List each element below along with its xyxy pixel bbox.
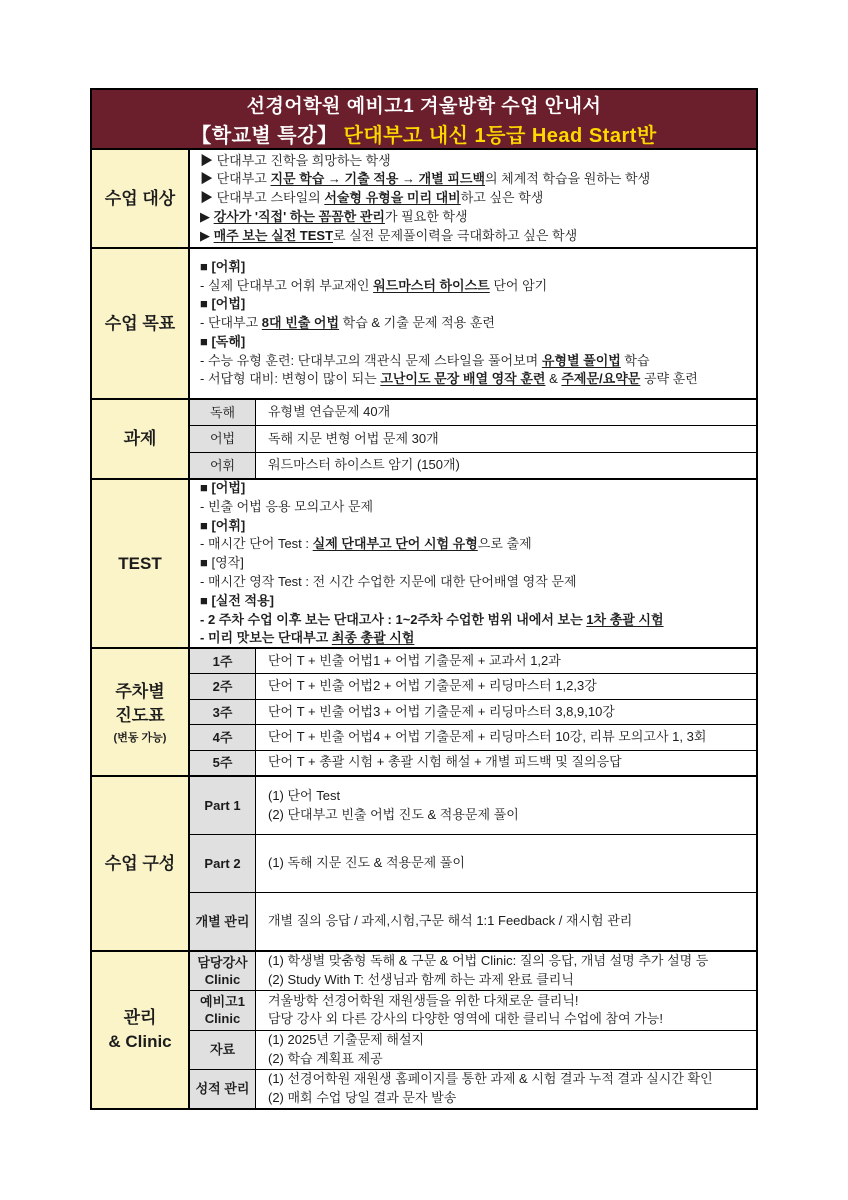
section-body (190, 249, 756, 398)
text-line (200, 517, 746, 536)
text-segment: 단어 T + 빈출 어법2 + 어법 기출문제 + 리딩마스터 1,2,3강 (268, 678, 597, 694)
subtitle-prefix: 【학교별 특강】 (191, 124, 344, 147)
text-line (210, 404, 235, 421)
text-line (268, 1010, 744, 1029)
text-line (210, 1041, 235, 1058)
text-segment: (1) 단어 Test (268, 787, 341, 803)
table-row (190, 400, 756, 425)
text-line (213, 653, 233, 670)
section-content (190, 249, 756, 398)
text-line (268, 456, 744, 475)
row-header (190, 893, 256, 950)
text-line (213, 704, 233, 721)
row-content (256, 777, 756, 834)
table-row (190, 649, 756, 673)
text-segment: Part 2 (204, 856, 241, 871)
text-line (213, 678, 233, 695)
row-header (190, 426, 256, 451)
text-line (200, 611, 746, 630)
row-header (190, 991, 256, 1029)
table-row (190, 425, 756, 451)
text-line (268, 703, 744, 722)
section-homework (92, 398, 756, 478)
text-segment: 실제 단대부고 단어 시험 유형 (312, 536, 478, 552)
text-line (268, 753, 744, 772)
table-row (190, 892, 756, 950)
text-segment: 5주 (212, 755, 233, 771)
row-header (190, 674, 256, 698)
text-segment: (2) 학습 계획표 제공 (268, 1050, 383, 1066)
text-line (200, 314, 746, 333)
text-segment: 담당 강사 외 다른 강사의 다양한 영역에 대한 클리닉 수업에 참여 가능! (268, 1011, 663, 1027)
text-segment: 최종 총괄 시험 (331, 630, 415, 646)
text-line (200, 277, 746, 296)
text-line (200, 208, 746, 227)
text-segment: [영작] (211, 555, 244, 571)
row-content (256, 1070, 756, 1108)
row-content (256, 453, 756, 478)
row-content (256, 991, 756, 1029)
text-segment: 의 체계적 학습을 원하는 학생 (485, 171, 651, 187)
text-segment: 4주 (212, 729, 233, 745)
section-clinic (92, 950, 756, 1108)
row-content (256, 893, 756, 950)
section-body (190, 150, 756, 247)
text-segment: ▶ 단대부고 스타일의 (200, 190, 325, 206)
course-guide-table (90, 88, 758, 1110)
section-label-clinic (92, 952, 190, 1108)
table-row (190, 452, 756, 478)
label-text: TEST (118, 553, 162, 573)
text-segment: (1) 선경어학원 재원생 홈페이지를 통한 과제 & 시험 결과 누적 결과 실시간 확인 (268, 1071, 713, 1087)
label-text: 수업 구성 (104, 853, 176, 873)
table-row (190, 990, 756, 1029)
table-row (190, 777, 756, 834)
label-text: 수업 목표 (104, 313, 176, 333)
text-line (268, 971, 744, 990)
text-segment: (2) Study With T: 선생님과 함께 하는 과제 완료 클리닉 (268, 972, 574, 988)
text-segment: 겨울방학 선경어학원 재원생들을 위한 다채로운 클리닉! (268, 992, 579, 1008)
text-segment: 단어 T + 빈출 어법3 + 어법 기출문제 + 리딩마스터 3,8,9,10강 (268, 703, 615, 719)
text-segment: 강사가 '직접' 하는 꼼꼼한 관리 (213, 208, 385, 224)
section-content (190, 480, 756, 647)
text-segment: 워드마스터 하이스트 암기 (150개) (268, 456, 460, 472)
row-content (256, 700, 756, 724)
text-segment: 공략 훈련 (640, 371, 698, 387)
text-segment: 워드마스터 하이스트 (373, 277, 490, 293)
row-content (256, 952, 756, 990)
label-text: 주차별 (115, 681, 165, 701)
section-label-weekly (92, 649, 190, 775)
text-segment: Clinic (204, 1011, 241, 1027)
row-content (256, 725, 756, 749)
text-line (210, 457, 235, 474)
text-segment: 으로 출제 (477, 536, 532, 552)
text-line (200, 498, 746, 517)
text-segment: Clinic (204, 972, 241, 988)
section-target (92, 148, 756, 247)
label-text: 과제 (123, 429, 157, 448)
text-segment: - 2 주차 수업 이후 보는 단대고사 : 1~2주차 수업한 범위 내에서 보는 (200, 611, 587, 627)
text-segment: 8대 빈출 어법 (261, 315, 340, 331)
table-row (190, 750, 756, 775)
section-body (190, 777, 756, 950)
text-segment: ■ [어법] (200, 480, 246, 495)
text-line (268, 992, 744, 1011)
text-segment: - 수능 유형 훈련: 단대부고의 객관식 문제 스타일을 풀어보며 (200, 352, 542, 368)
row-content (256, 674, 756, 698)
text-line (200, 333, 746, 352)
text-segment: - 빈출 어법 응용 모의고사 문제 (200, 498, 374, 514)
row-content (256, 426, 756, 451)
text-segment: 성적 관리 (195, 1081, 250, 1097)
row-header (190, 700, 256, 724)
row-content (256, 649, 756, 673)
text-segment: (1) 독해 지문 진도 & 적용문제 풀이 (268, 855, 465, 871)
section-goal (92, 247, 756, 398)
text-line (200, 189, 746, 208)
text-segment: 독해 지문 변형 어법 문제 30개 (268, 430, 439, 446)
section-composition (92, 775, 756, 950)
text-line (268, 403, 744, 422)
row-header (190, 952, 256, 990)
text-segment: ▶ 단대부고 (200, 171, 271, 187)
text-segment: ▶ (200, 227, 214, 243)
text-segment: - 실제 단대부고 어휘 부교재인 (200, 277, 374, 293)
text-line (268, 1031, 744, 1050)
text-line (204, 855, 240, 872)
text-segment: 단어 T + 빈출 어법4 + 어법 기출문제 + 리딩마스터 10강, 리뷰 모의고사 1, 3회 (268, 729, 707, 745)
text-segment: ■ (200, 555, 212, 571)
text-segment: 유형별 풀이법 (541, 352, 621, 368)
row-content (256, 400, 756, 425)
text-line (268, 430, 744, 449)
label-note: (변동 가능) (113, 731, 167, 744)
text-line (200, 295, 746, 314)
text-line (200, 152, 746, 171)
text-line (200, 993, 245, 1010)
text-segment: 고난이도 문장 배열 영작 훈련 (380, 371, 546, 387)
text-line (200, 592, 746, 611)
text-segment: ■ [독해] (200, 333, 246, 349)
text-line (200, 258, 746, 277)
text-line (205, 1010, 240, 1027)
text-line (213, 729, 233, 746)
text-line (196, 1080, 250, 1097)
text-segment: ■ [어법] (200, 296, 246, 312)
label-text: 관리 (123, 1008, 157, 1027)
text-segment: 단어 T + 총괄 시험 + 총괄 시험 해설 + 개별 피드백 및 질의응답 (268, 754, 622, 770)
text-segment: 담당강사 (197, 955, 248, 971)
row-header (190, 835, 256, 892)
text-line (200, 535, 746, 554)
text-line (200, 227, 746, 246)
text-segment: - 미리 맛보는 단대부고 (200, 630, 332, 646)
text-line (200, 370, 746, 389)
text-line (268, 728, 744, 747)
text-segment: - 매시간 영작 Test : 전 시간 수업한 지문에 대한 단어배열 영작 문제 (200, 573, 577, 589)
text-line (200, 554, 746, 573)
text-segment: 예비고1 (200, 994, 245, 1010)
text-segment: ▶ 단대부고 진학을 희망하는 학생 (200, 152, 391, 168)
text-segment: 자료 (209, 1042, 236, 1058)
text-line (200, 352, 746, 371)
section-body (190, 400, 756, 478)
text-segment: - 단대부고 (200, 315, 262, 331)
text-segment: 개별 관리 (195, 914, 250, 929)
text-line (268, 787, 744, 806)
text-line (197, 954, 247, 971)
text-segment: 1차 총괄 시험 (586, 611, 664, 627)
row-content (256, 751, 756, 775)
text-line (200, 573, 746, 592)
sections (92, 148, 756, 1108)
text-line (213, 754, 233, 771)
section-body (190, 649, 756, 775)
text-line (268, 952, 744, 971)
text-line (268, 1070, 744, 1089)
text-line (200, 170, 746, 189)
text-segment: 서술형 유형을 미리 대비 (324, 190, 461, 206)
text-segment: 단어 T + 빈출 어법1 + 어법 기출문제 + 교과서 1,2과 (268, 652, 561, 668)
section-label-test (92, 480, 190, 647)
text-segment: - 매시간 단어 Test : (200, 536, 313, 552)
text-segment: 하고 싶은 학생 (460, 190, 544, 206)
text-segment: 유형별 연습문제 40개 (268, 404, 391, 420)
table-row (190, 952, 756, 990)
section-label-target (92, 150, 190, 247)
table-row (190, 699, 756, 724)
text-segment: (1) 학생별 맞춤형 독해 & 구문 & 어법 Clinic: 질의 응답, 개념 설명 추가 설명 등 (268, 953, 709, 969)
text-line (205, 971, 240, 988)
text-segment: 매주 보는 실전 TEST (213, 227, 334, 243)
section-test (92, 478, 756, 647)
text-segment: 지문 학습 → 기출 적용 → 개별 피드백 (270, 171, 486, 187)
table-row (190, 724, 756, 749)
text-segment: 개별 질의 응답 / 과제,시험,구문 해석 1:1 Feedback / 재시험 관리 (268, 913, 633, 929)
text-segment: 어휘 (209, 457, 236, 473)
text-line (268, 677, 744, 696)
text-segment: 어법 (209, 431, 236, 447)
text-line (268, 652, 744, 671)
document-title: 선경어학원 예비고1 겨울방학 수업 안내서 (246, 95, 602, 117)
text-segment: 로 실전 문제풀이력을 극대화하고 싶은 학생 (333, 227, 578, 243)
table-row (190, 673, 756, 698)
text-segment: ▶ (200, 208, 214, 224)
row-header (190, 649, 256, 673)
text-segment: 학습 & 기출 문제 적용 훈련 (339, 315, 495, 331)
table-row (190, 834, 756, 892)
section-label-composition (92, 777, 190, 950)
row-header (190, 725, 256, 749)
row-content (256, 1031, 756, 1069)
text-line (200, 629, 746, 647)
text-line (268, 806, 744, 825)
row-content (256, 835, 756, 892)
text-line (268, 1089, 744, 1108)
text-segment: 3주 (212, 704, 233, 720)
text-segment: 학습 (620, 352, 650, 368)
section-body (190, 480, 756, 647)
text-line (268, 912, 744, 931)
label-text: 진도표 (115, 705, 165, 725)
text-segment: 가 필요한 학생 (384, 208, 468, 224)
text-segment: - 서답형 대비: 변형이 많이 되는 (200, 371, 381, 387)
text-line (196, 913, 250, 930)
text-segment: 1주 (212, 653, 233, 669)
text-segment: Part 1 (204, 798, 241, 813)
text-line (204, 797, 240, 814)
row-header (190, 400, 256, 425)
text-segment: & (545, 371, 562, 387)
document-subtitle (191, 119, 656, 148)
section-label-homework (92, 400, 190, 478)
label-text: & Clinic (108, 1032, 172, 1051)
text-line (200, 480, 746, 498)
label-text: 수업 대상 (104, 188, 176, 208)
row-header (190, 777, 256, 834)
text-line (268, 1050, 744, 1069)
row-header (190, 1070, 256, 1108)
text-segment: 2주 (212, 679, 233, 695)
text-segment: 주제문/요약문 (561, 371, 641, 387)
row-header (190, 1031, 256, 1069)
section-label-goal (92, 249, 190, 398)
section-content (190, 150, 756, 247)
text-line (210, 430, 235, 447)
section-body (190, 952, 756, 1108)
text-segment: ■ [어휘] (200, 517, 246, 533)
section-weekly (92, 647, 756, 775)
text-segment: ■ [어휘] (200, 258, 246, 274)
row-header (190, 751, 256, 775)
text-segment: (2) 단대부고 빈출 어법 진도 & 적용문제 풀이 (268, 806, 519, 822)
table-row (190, 1069, 756, 1108)
text-line (268, 854, 744, 873)
text-segment: 독해 (209, 405, 236, 421)
text-segment: ■ [실전 적용] (200, 592, 274, 608)
row-header (190, 453, 256, 478)
text-segment: (2) 매회 수업 당일 결과 문자 발송 (268, 1089, 457, 1105)
text-segment: 단어 암기 (489, 277, 548, 293)
text-segment: (1) 2025년 기출문제 해설지 (268, 1031, 425, 1047)
subtitle-highlight: 단대부고 내신 1등급 Head Start반 (343, 124, 657, 147)
table-row (190, 1030, 756, 1069)
document-header (92, 90, 756, 148)
